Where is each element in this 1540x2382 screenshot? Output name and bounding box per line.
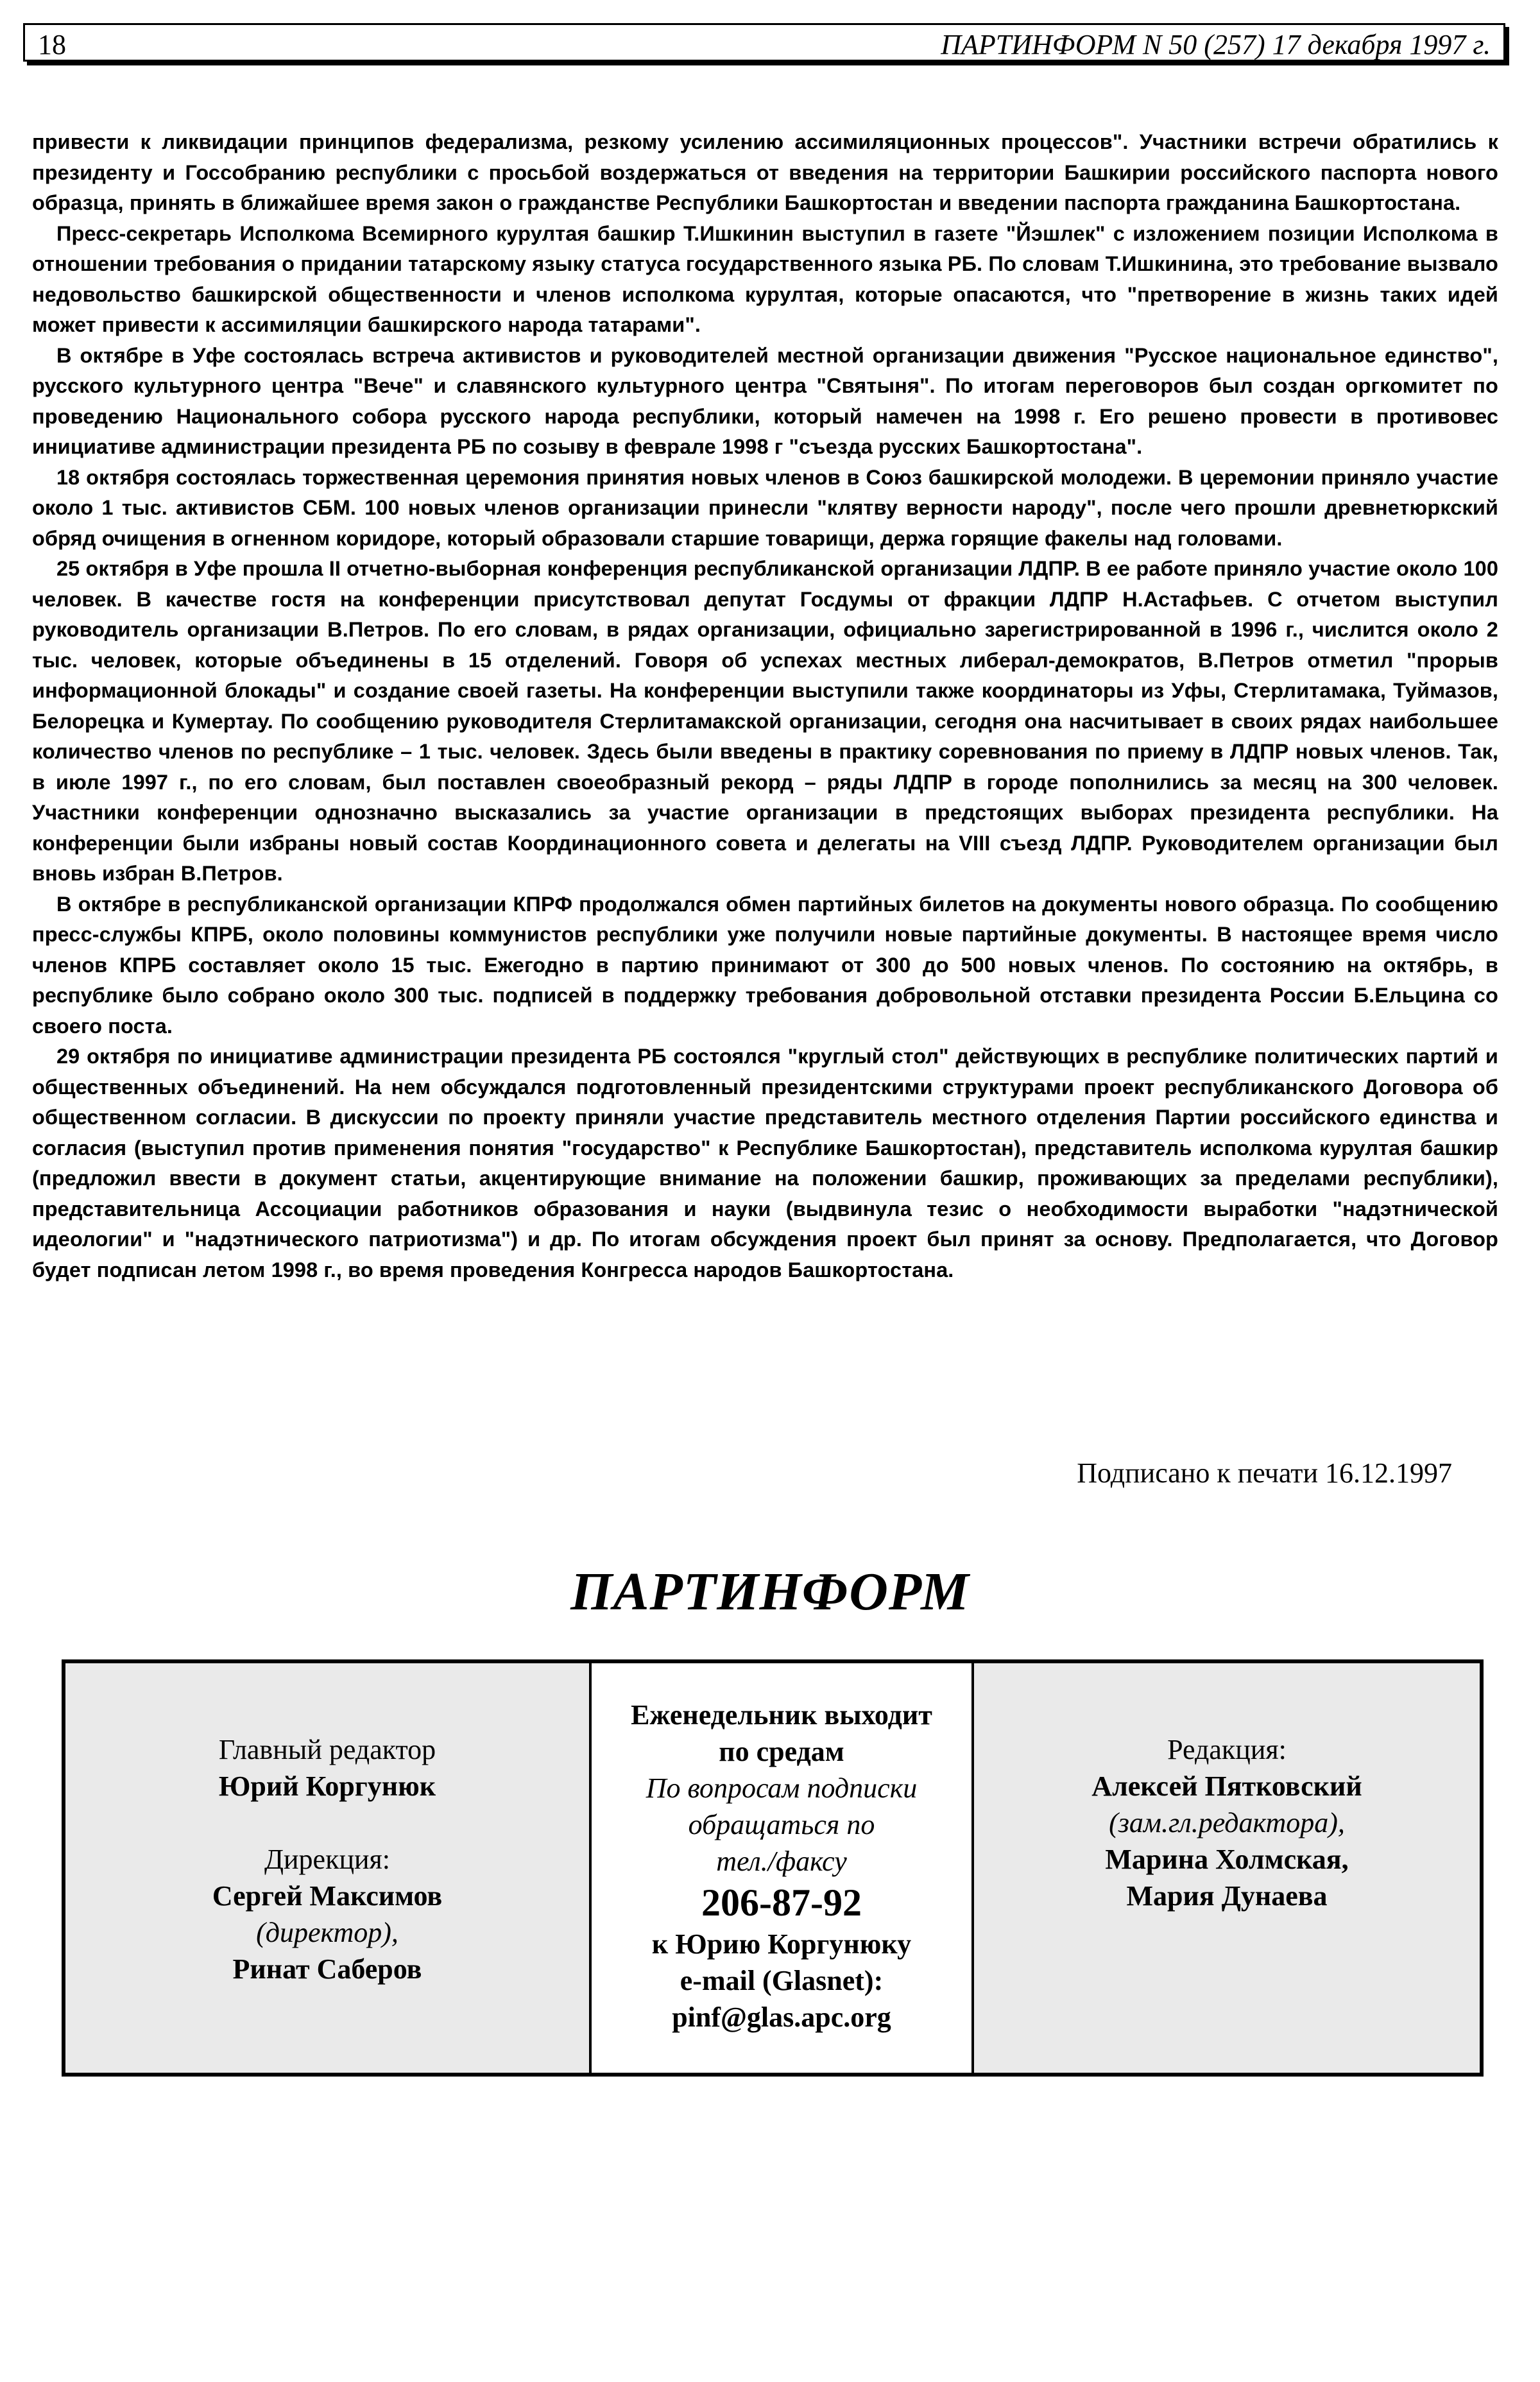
issue-line: ПАРТИНФОРМ N 50 (257) 17 декабря 1997 г. — [941, 29, 1491, 60]
deputy-editor-role: (зам.гл.редактора), — [1109, 1807, 1345, 1838]
subscription-line-1: По вопросам подписки — [646, 1772, 918, 1804]
masthead-title: ПАРТИНФОРМ — [570, 1562, 970, 1622]
article-body — [32, 127, 1498, 1285]
subscription-line-3: тел./факсу — [716, 1846, 847, 1877]
email-address: pinf@glas.apc.org — [672, 2001, 891, 2033]
staff-name-1: Марина Холмская, — [1105, 1844, 1349, 1875]
paragraph: привести к ликвидации принципов федерализма, резкому усилению ассимиляционных процессов". Участники встречи обратились к президенту и Госсобранию республики с просьбой воздержаться от введения на территории Башкирии российского паспорта нового образца, принять в ближайшее время закон о гражданстве Республики Башкортостан и введении паспорта гражданина Башкортостана. — [32, 130, 1498, 214]
paragraph: Пресс-секретарь Исполкома Всемирного курултая башкир Т.Ишкинин выступил в газете "Йэшлек" с изложением позиции Исполкома в отношении требования о придании татарскому языку статуса государственного языка РБ. По словам Т.Ишкинина, это требование вызвало недовольство башкирской общественности и членов исполкома курултая, которые опасаются, что "претворение в жизнь таких идей может привести к ассимиляции башкирского народа татарами". — [32, 221, 1498, 336]
directorate-label: Дирекция: — [264, 1844, 391, 1875]
paragraph: 25 октября в Уфе прошла II отчетно-выборная конференция республиканской организации ЛДПР. В ее работе приняло участие около 100 человек. В качестве гостя на конференции присутствовал депутат Госдумы от фракции ЛДПР Н.Астафьев. С отчетом выступил руководитель организации В.Петров. По его словам, в рядах организации, официально зарегистрированной в 1996 г., числится около 2 тыс. человек, которые объединены в 15 отделений. Говоря об успехах местных либерал-демократов, В.Петров отметил "прорыв информационной блокады" и создание своей газеты. На конференции выступили также координаторы из Уфы, Стерлитамака, Туймазов, Белорецка и Кумертау. По сообщению руководителя Стерлитамакской организации, сегодня она насчитывает в своих рядах наибольшее количество членов по республике – 1 тыс. человек. Здесь были введены в практику соревнования по приему в ЛДПР новых членов. Так, в июле 1997 г., по его словам, был поставлен своеобразный рекорд – ряды ЛДПР в городе пополнились за месяц на 300 человек. Участники конференции однозначно высказались за участие организации в предстоящих выборах президента республики. На конференции были избраны новый состав Координационного совета и делегаты на VIII съезд ЛДПР. Руководителем организации был вновь избран В.Петров. — [32, 557, 1498, 885]
second-director-name: Ринат Саберов — [232, 1953, 422, 1985]
editor-label: Главный редактор — [218, 1734, 436, 1765]
contact-person: к Юрию Коргунюку — [651, 1928, 912, 1960]
imprint-middle-column — [589, 1663, 974, 2073]
staff-name-2: Мария Дунаева — [1126, 1880, 1328, 1912]
signed-to-print: Подписано к печати 16.12.1997 — [1077, 1457, 1452, 1489]
phone-number: 206-87-92 — [701, 1881, 862, 1924]
deputy-editor-name: Алексей Пятковский — [1091, 1770, 1362, 1802]
editorial-label: Редакция: — [1167, 1734, 1287, 1765]
imprint-left-column — [65, 1663, 589, 2073]
page-number: 18 — [38, 29, 66, 60]
imprint-right-column — [974, 1663, 1480, 2073]
paragraph: В октябре в Уфе состоялась встреча активистов и руководителей местной организации движения "Русское национальное единство", русского культурного центра "Вече" и славянского культурного центра "Святыня". По итогам переговоров был создан оргкомитет по проведению Национального собора русского народа республики, который намечен на 1998 г. Его решено провести в противовес инициативе администрации президента РБ по созыву в феврале 1998 г "съезда русских Башкортостана". — [32, 343, 1498, 458]
imprint-box — [62, 1659, 1484, 2077]
editor-name: Юрий Коргунюк — [218, 1770, 436, 1802]
director-name: Сергей Максимов — [212, 1880, 443, 1912]
subscription-line-2: обращаться по — [688, 1809, 875, 1840]
frequency-line: Еженедельник выходит — [631, 1699, 932, 1731]
page-header — [23, 23, 1505, 62]
paragraph: В октябре в республиканской организации КПРФ продолжался обмен партийных билетов на документы нового образца. По сообщению пресс-службы КПРБ, около половины коммунистов республики уже получили новые партийные документы. В настоящее время число членов КПРБ составляет около 15 тыс. Ежегодно в партию принимают от 300 до 500 новых членов. По состоянию на октябрь, в республике было собрано около 300 тыс. подписей в поддержку требования добровольной отставки президента России Б.Ельцина со своего поста. — [32, 892, 1498, 1038]
email-label: e-mail (Glasnet): — [680, 1965, 884, 1996]
frequency-day: по средам — [719, 1736, 844, 1767]
director-role: (директор), — [256, 1917, 398, 1948]
paragraph: 29 октября по инициативе администрации президента РБ состоялся "круглый стол" действующих в республике политических партий и общественных объединений. На нем обсуждался подготовленный президентскими структурами проект республиканского Договора об общественном согласии. В дискуссии по проекту приняли участие представитель местного отделения Партии российского единства и согласия (выступил против применения понятия "государство" к Республике Башкортостан), представитель исполкома курултая башкир (предложил ввести в документ статьи, акцентирующие внимание на положении башкир, проживающих за пределами республики), представительница Ассоциации работников образования и науки (выдвинула тезис о необходимости выработки "надэтнической идеологии" и "надэтнического патриотизма") и др. По итогам обсуждения проект был принят за основу. Предполагается, что Договор будет подписан летом 1998 г., во время проведения Конгресса народов Башкортостана. — [32, 1045, 1498, 1281]
paragraph: 18 октября состоялась торжественная церемония принятия новых членов в Союз башкирской молодежи. В церемонии приняло участие около 1 тыс. активистов СБМ. 100 новых членов организации принесли "клятву верности народу", после чего прошли древнетюркский обряд очищения в огненном коридоре, который образовали старшие товарищи, держа горящие факелы над головами. — [32, 465, 1498, 550]
